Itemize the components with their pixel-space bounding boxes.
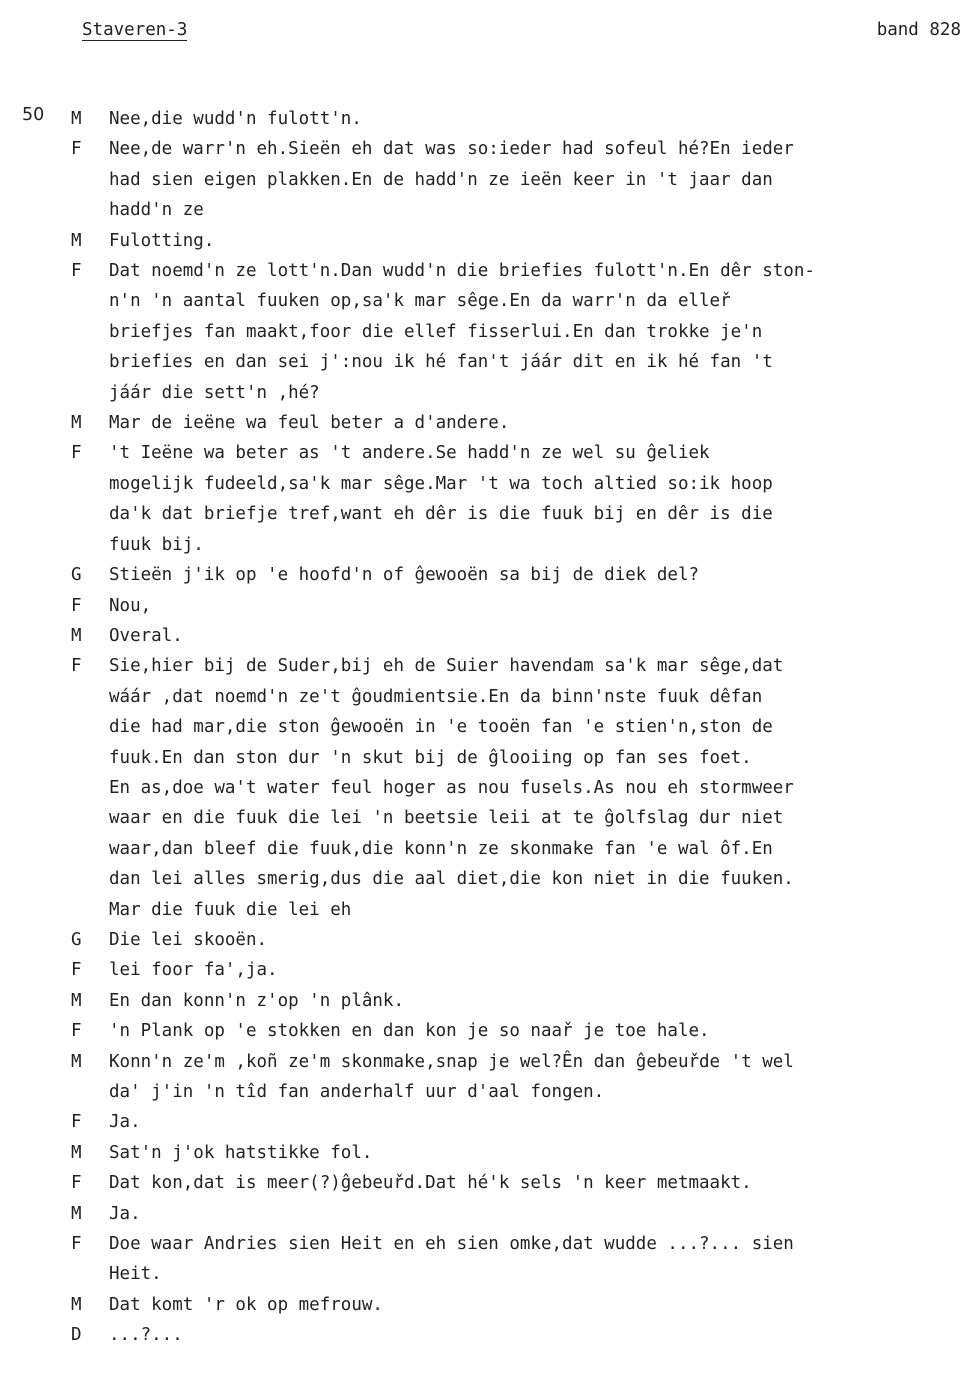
utterance-line: dan lei alles smerig,dus die aal diet,die kon niet in die fuuken. <box>109 869 794 890</box>
transcript-turn <box>0 438 979 560</box>
utterance-line: Dat noemd'n ze lott'n.Dan wudd'n die briefies fulott'n.En dêr ston- <box>109 261 815 282</box>
utterance-line: Dat komt 'r ok op mefrouw. <box>109 1294 383 1315</box>
utterance-line: Ja. <box>109 1203 141 1224</box>
utterance-line: Die lei skooën. <box>109 929 268 950</box>
utterance <box>109 651 949 925</box>
speaker-label: F <box>71 1234 82 1255</box>
speaker-label: F <box>71 960 82 981</box>
transcript-turn <box>0 226 979 256</box>
utterance-line: 'n Plank op 'e stokken en dan kon je so naař je toe hale. <box>109 1021 710 1042</box>
utterance <box>109 591 949 621</box>
utterance <box>109 438 949 560</box>
utterance <box>109 1229 949 1290</box>
utterance-line: Doe waar Andries sien Heit en eh sien omke,dat wudde ...?... sien <box>109 1234 794 1255</box>
transcript-turn <box>0 925 979 955</box>
transcript-turn <box>0 560 979 590</box>
utterance <box>109 226 949 256</box>
utterance <box>109 560 949 590</box>
transcript-turn <box>0 1199 979 1229</box>
transcript-turn <box>0 104 979 134</box>
speaker-label: M <box>71 1294 82 1315</box>
transcript-turn <box>0 1107 979 1137</box>
utterance-line: En dan konn'n z'op 'n plânk. <box>109 990 405 1011</box>
utterance-line: die had mar,die ston ĝewooën in 'e tooën fan 'e stien'n,ston de <box>109 717 773 738</box>
transcript-turn <box>0 1290 979 1320</box>
utterance <box>109 955 949 985</box>
speaker-label: M <box>71 1203 82 1224</box>
utterance-line: mogelijk fudeeld,sa'k mar sêge.Mar 't wa toch altied so:ik hoop <box>109 473 773 494</box>
utterance-line: Stieën j'ik op 'e hoofd'n of ĝewooën sa bij de diek del? <box>109 565 700 586</box>
utterance-line: Dat kon,dat is meer(?)ĝebeuřd.Dat hé'k sels 'n keer metmaakt. <box>109 1173 752 1194</box>
speaker-label: F <box>71 261 82 282</box>
utterance-line: fuuk bij. <box>109 534 204 555</box>
utterance <box>109 925 949 955</box>
utterance-line: Mar de ieëne wa feul beter a d'andere. <box>109 413 510 434</box>
utterance-line: Sie,hier bij de Suder,bij eh de Suier havendam sa'k mar sêge,dat <box>109 656 784 677</box>
utterance-line: Mar die fuuk die lei eh <box>109 899 352 920</box>
speaker-label: G <box>71 565 82 586</box>
transcript-turn <box>0 986 979 1016</box>
utterance-line: Overal. <box>109 625 183 646</box>
utterance-line: Nee,de warr'n eh.Sieën eh dat was so:ieder had sofeul hé?En ieder <box>109 139 794 160</box>
utterance <box>109 986 949 1016</box>
utterance-line: n'n 'n aantal fuuken op,sa'k mar sêge.En da warr'n da elleř <box>109 291 731 312</box>
speaker-label: M <box>71 1051 82 1072</box>
utterance-line: 't Ieëne wa beter as 't andere.Se hadd'n ze wel su ĝeliek <box>109 443 710 464</box>
utterance-line: ...?... <box>109 1325 183 1346</box>
utterance-line: En as,doe wa't water feul hoger as nou fusels.As nou eh stormweer <box>109 777 794 798</box>
utterance-line: Nee,die wudd'n fulott'n. <box>109 109 362 129</box>
speaker-label: D <box>71 1325 82 1346</box>
utterance-line: da' j'in 'n tîd fan anderhalf uur d'aal fongen. <box>109 1082 605 1102</box>
transcript <box>0 104 979 1351</box>
speaker-label: F <box>71 656 82 677</box>
utterance <box>109 1138 949 1168</box>
utterance <box>109 1320 949 1350</box>
utterance-line: wáár ,dat noemd'n ze't ĝoudmientsie.En da binn'nste fuuk dêfan <box>109 686 763 707</box>
utterance-line: waar,dan bleef die fuuk,die konn'n ze skonmake fan 'e wal ôf.En <box>109 838 773 859</box>
utterance-line: Sat'n j'ok hatstikke fol. <box>109 1142 373 1163</box>
utterance <box>109 621 949 651</box>
utterance <box>109 1107 949 1137</box>
transcript-turn <box>0 591 979 621</box>
utterance-line: had sien eigen plakken.En de hadd'n ze ieën keer in 't jaar dan <box>109 169 773 190</box>
speaker-label: F <box>71 139 82 160</box>
utterance <box>109 134 949 225</box>
utterance <box>109 256 949 408</box>
utterance-line: lei foor fa',ja. <box>109 960 278 981</box>
page-title: Staveren-3 <box>82 20 188 40</box>
utterance-line: waar en die fuuk die lei 'n beetsie leii at te ĝolfslag dur niet <box>109 808 784 829</box>
transcript-turn <box>0 134 979 225</box>
utterance-line: Konn'n ze'm ,koñ ze'm skonmake,snap je wel?Ên dan ĝebeuřde 't wel <box>109 1051 794 1072</box>
speaker-label: M <box>71 1142 82 1163</box>
utterance-line: briefjes fan maakt,foor die ellef fisserlui.En dan trokke je'n <box>109 321 763 342</box>
transcript-turn <box>0 651 979 925</box>
transcript-turn <box>0 621 979 651</box>
utterance-line: fuuk.En dan ston dur 'n skut bij de ĝlooiing op fan ses foet. <box>109 747 752 768</box>
utterance <box>109 408 949 438</box>
utterance <box>109 1047 949 1108</box>
utterance-line: Fulotting. <box>109 230 215 251</box>
utterance <box>109 1016 949 1046</box>
transcript-turn <box>0 408 979 438</box>
band-number: band 828 <box>876 20 961 40</box>
transcript-turn <box>0 1229 979 1290</box>
utterance-line: briefies en dan sei j':nou ik hé fan't jáár dit en ik hé fan 't <box>109 352 773 373</box>
transcript-turn <box>0 1016 979 1046</box>
speaker-label: M <box>71 990 82 1011</box>
speaker-label: G <box>71 929 82 950</box>
utterance <box>109 1290 949 1320</box>
speaker-label: M <box>71 413 82 434</box>
speaker-label: F <box>71 1112 82 1133</box>
utterance-line: Heit. <box>109 1264 162 1285</box>
utterance-line: jáár die sett'n ,hé? <box>109 382 320 403</box>
utterance <box>109 1168 949 1198</box>
utterance-line: Nou, <box>109 595 152 616</box>
speaker-label: F <box>71 595 82 616</box>
utterance <box>109 104 949 134</box>
transcript-turn <box>0 1320 979 1350</box>
utterance <box>109 1199 949 1229</box>
speaker-label: M <box>71 625 82 646</box>
line-number: 50 <box>22 105 45 125</box>
utterance-line: Ja. <box>109 1112 141 1133</box>
transcript-turn <box>0 1047 979 1108</box>
transcript-turn <box>0 1168 979 1198</box>
speaker-label: F <box>71 1021 82 1042</box>
speaker-label: F <box>71 443 82 464</box>
speaker-label: M <box>71 230 82 251</box>
transcript-turn <box>0 1138 979 1168</box>
speaker-label: F <box>71 1173 82 1194</box>
speaker-label: M <box>71 109 82 129</box>
utterance-line: hadd'n ze <box>109 200 204 221</box>
transcript-turn <box>0 256 979 408</box>
utterance-line: da'k dat briefje tref,want eh dêr is die fuuk bij en dêr is die <box>109 504 773 525</box>
transcript-turn <box>0 955 979 985</box>
